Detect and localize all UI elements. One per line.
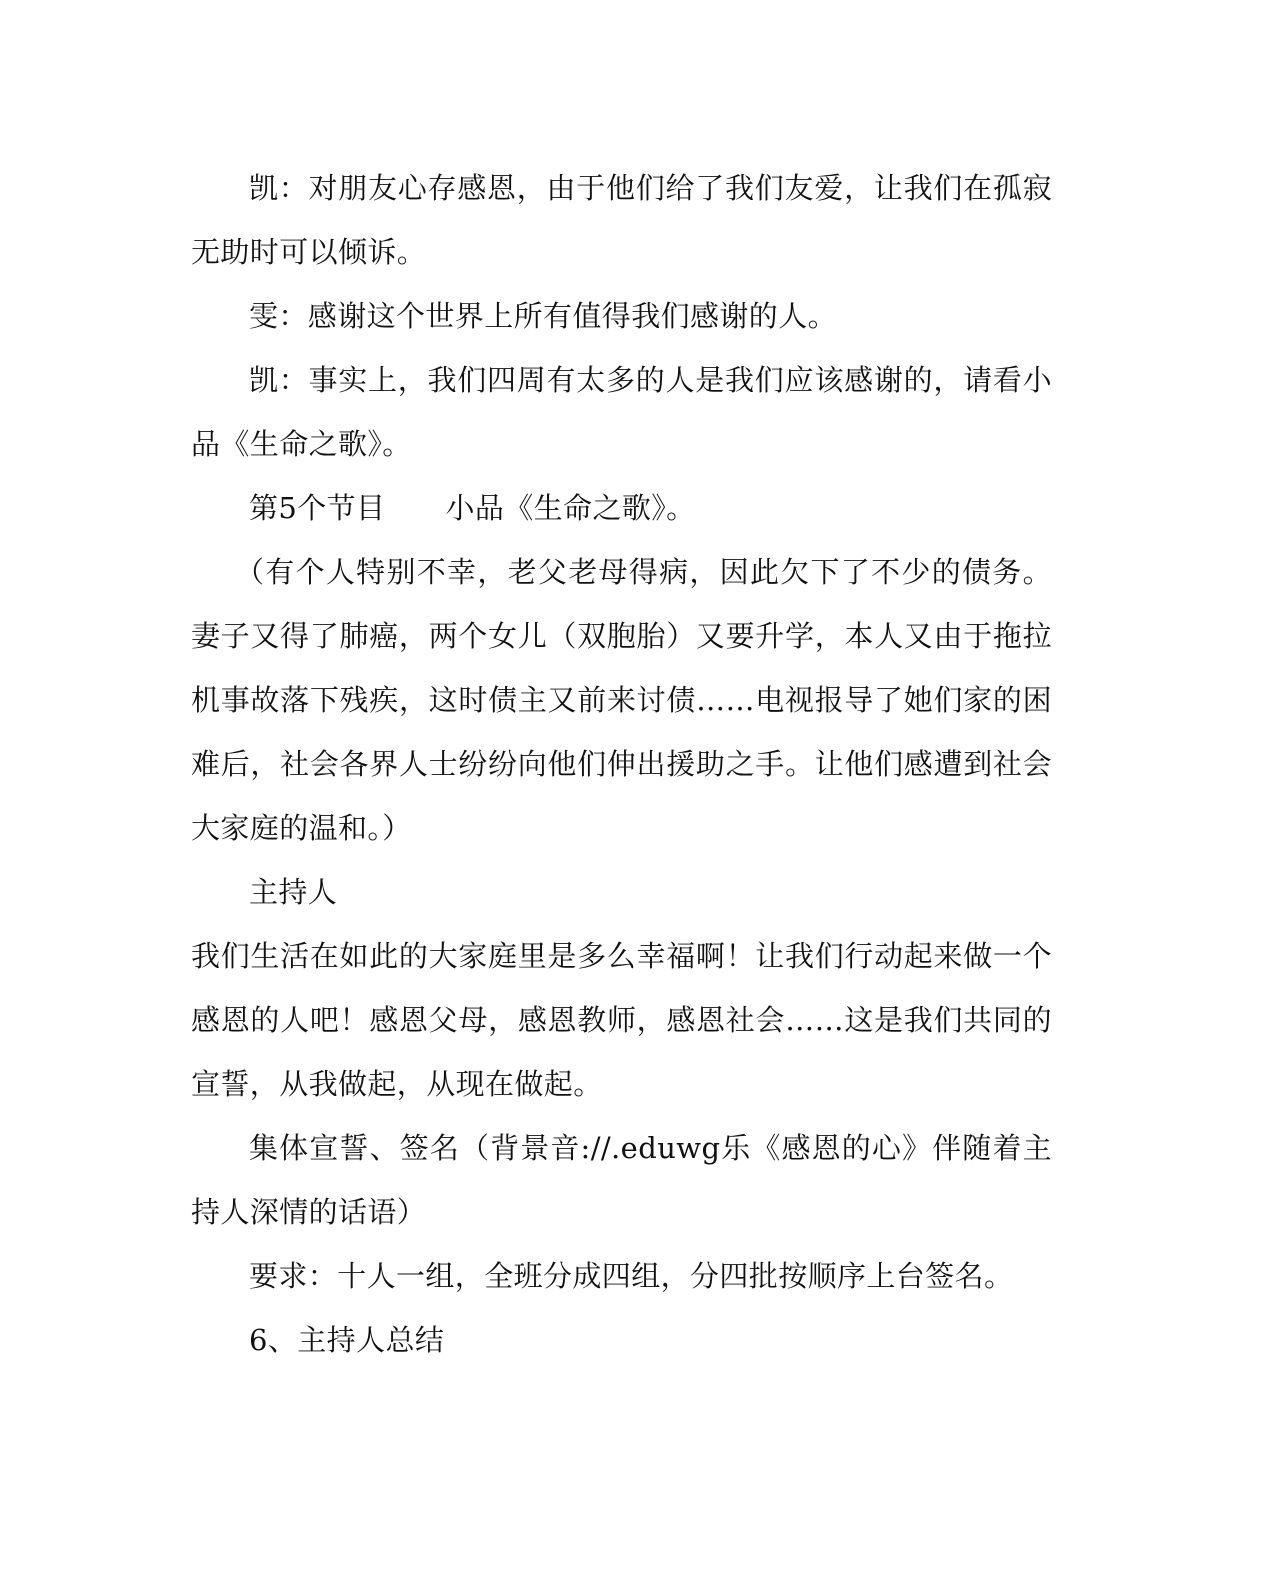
program-title: 小品《生命之歌》。 <box>445 491 696 525</box>
program-number: 第5个节目 <box>249 491 386 525</box>
paragraph-kai-friends: 凯：对朋友心存感恩，由于他们给了我们友爱，让我们在孤寂无助时可以倾诉。 <box>191 171 1052 269</box>
paragraph-skit-description: （有个人特别不幸，老父老母得病，因此欠下了不少的债务。妻子又得了肺癌，两个女儿（双胞胎）又要升学，本人又由于拖拉机事故落下残疾，这时债主又前来讨债……电视报导了她们家的困难后，社会各界人士纷纷向他们伸出援助之手。让他们感遭到社会大家庭的温和。） <box>191 555 1052 845</box>
document-body <box>191 156 1052 1372</box>
paragraph-oath-signing: 集体宣誓、签名（背景音://.eduwg乐《感恩的心》伴随着主持人深情的话语） <box>191 1131 1052 1229</box>
paragraph-program-5 <box>191 476 1052 540</box>
paragraph-host-summary: 6、主持人总结 <box>249 1323 445 1357</box>
paragraph-kai-skit-intro: 凯：事实上，我们四周有太多的人是我们应该感谢的，请看小品《生命之歌》。 <box>191 363 1052 461</box>
paragraph-host-label: 主持人 <box>249 875 338 909</box>
paragraph-wen-thanks: 雯：感谢这个世界上所有值得我们感谢的人。 <box>249 299 838 333</box>
paragraph-requirements: 要求：十人一组，全班分成四组，分四批按顺序上台签名。 <box>249 1259 1014 1293</box>
paragraph-host-speech: 我们生活在如此的大家庭里是多么幸福啊！让我们行动起来做一个感恩的人吧！感恩父母，感恩教师，感恩社会……这是我们共同的宣誓，从我做起，从现在做起。 <box>191 939 1052 1101</box>
